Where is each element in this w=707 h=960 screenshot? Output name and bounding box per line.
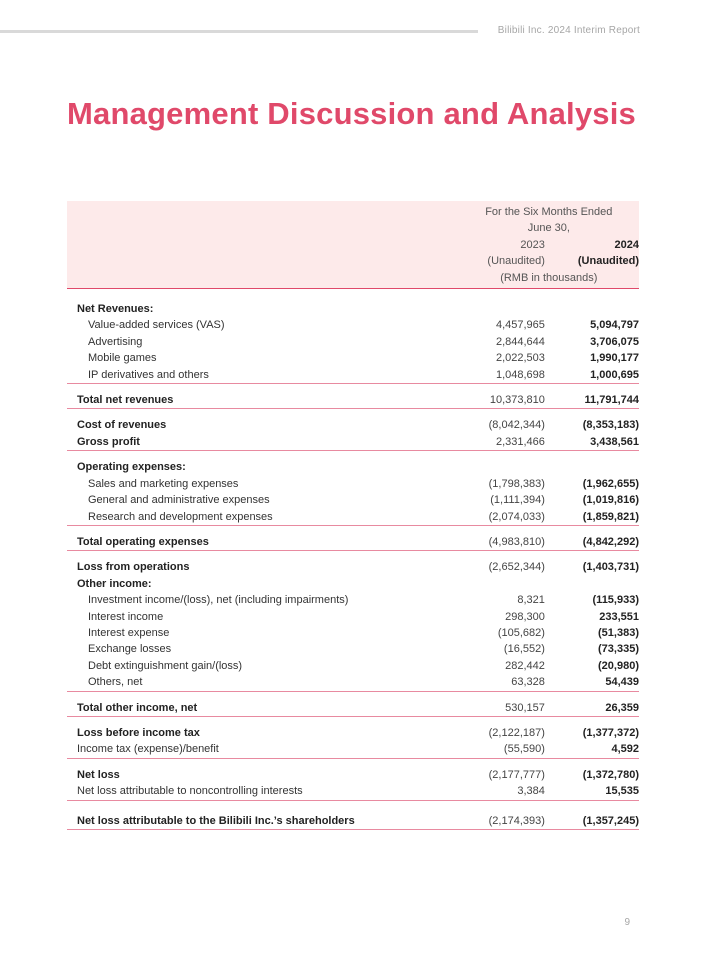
table-row: General and administrative expenses (1,111,394) (1,019,816) <box>88 494 639 507</box>
year-2023: 2023 <box>459 237 545 253</box>
table-row: IP derivatives and others 1,048,698 1,000,695 <box>67 367 639 384</box>
table-row: Loss from operations (2,652,344) (1,403,731) <box>77 561 639 574</box>
other-income-heading: Other income: <box>77 577 152 590</box>
table-row: Sales and marketing expenses (1,798,383) (1,962,655) <box>88 477 639 490</box>
table-row: Value-added services (VAS) 4,457,965 5,094,797 <box>88 319 639 332</box>
unit-label: (RMB in thousands) <box>459 270 639 289</box>
header-row-date <box>67 220 639 236</box>
table-row: Net loss (2,177,777) (1,372,780) <box>77 768 639 781</box>
period-line1: For the Six Months Ended <box>459 201 639 220</box>
header-rule <box>0 30 478 33</box>
header-row-unit <box>67 270 639 289</box>
table-row: Debt extinguishment gain/(loss) 282,442 (20,980) <box>88 659 639 672</box>
opex-heading: Operating expenses: <box>77 461 186 474</box>
header-row-years <box>67 237 639 253</box>
report-header: Bilibili Inc. 2024 Interim Report <box>497 25 640 36</box>
table-row: Others, net 63,328 54,439 <box>67 674 639 691</box>
table-row: Net loss attributable to the Bilibili Inc.’s shareholders (2,174,393) (1,357,245) <box>67 813 639 830</box>
page-number: 9 <box>624 917 630 928</box>
year-2024: 2024 <box>545 237 639 253</box>
table-row: Total other income, net 530,157 26,359 <box>67 700 639 717</box>
table-row: Mobile games 2,022,503 1,990,177 <box>88 352 639 365</box>
table-row <box>67 301 639 317</box>
net-revenues-heading: Net Revenues: <box>77 303 154 316</box>
table-row: Investment income/(loss), net (including impairments) 8,321 (115,933) <box>88 594 639 607</box>
table-row: Exchange losses (16,552) (73,335) <box>88 643 639 656</box>
header-row-period <box>67 201 639 220</box>
income-statement-table <box>67 201 639 830</box>
table-row: Income tax (expense)/benefit (55,590) 4,592 <box>67 741 639 758</box>
table-row: Total net revenues 10,373,810 11,791,744 <box>67 392 639 409</box>
table-row: Total operating expenses (4,983,810) (4,842,292) <box>67 534 639 551</box>
table-row: Loss before income tax (2,122,187) (1,377,372) <box>77 726 639 739</box>
page-title: Management Discussion and Analysis <box>67 96 636 131</box>
table-row: Research and development expenses (2,074,033) (1,859,821) <box>67 509 639 526</box>
period-line2: June 30, <box>459 220 639 236</box>
table-row <box>67 576 639 592</box>
header-row-audit <box>67 253 639 269</box>
table-row <box>67 459 639 475</box>
table-row: Advertising 2,844,644 3,706,075 <box>88 335 639 348</box>
audit-2023: (Unaudited) <box>459 253 545 269</box>
table-row: Cost of revenues (8,042,344) (8,353,183) <box>77 419 639 432</box>
table-row: Gross profit 2,331,466 3,438,561 <box>67 434 639 451</box>
table-row: Interest income 298,300 233,551 <box>88 610 639 623</box>
table-row: Net loss attributable to noncontrolling interests 3,384 15,535 <box>67 783 639 800</box>
audit-2024: (Unaudited) <box>545 253 639 269</box>
table-row: Interest expense (105,682) (51,383) <box>88 626 639 639</box>
